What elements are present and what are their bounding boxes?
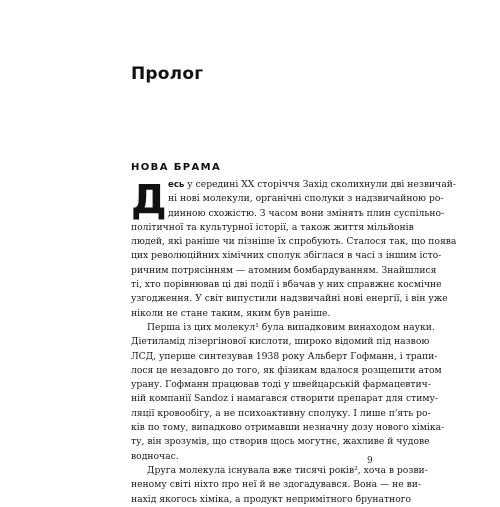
text-line: ЛСД, уперше синтезував 1938 року Альберт Гофманн, і трапи- [131, 350, 438, 362]
text-line: людей, які раніше чи пізніше їх спробують. Сталося так, що поява [131, 236, 457, 248]
text-line: динною схожістю. З часом вони змінять плин суспільно- [168, 207, 445, 219]
text-line: ків по тому, випадково отримавши незначну дозу нового хіміка- [131, 422, 445, 434]
first-line-rest: у середині ХХ сторіччя Захід сколихнули дві незвичай- [184, 179, 456, 190]
text-line: ніколи не стане таким, яким був раніше. [131, 307, 331, 319]
text-line: Перша із цих молекул¹ була випадковим винаходом науки. [147, 321, 435, 333]
text-line: Діетиламід лізергінової кислоти, широко відомий під назвою [131, 336, 430, 348]
text-line: урану. Гофманн працював тоді у швейцарській фармацевтич- [131, 379, 431, 391]
section-heading: НОВА БРАМА [131, 162, 222, 173]
text-line: ричним потрясінням — атомним бомбардуванням. Знайшлися [131, 264, 437, 276]
text-line: політичної та культурної історії, а також життя мільйонів [131, 221, 414, 233]
text-line: ні нові молекули, органічні сполуки з надзвичайною ро- [168, 193, 444, 205]
drop-cap: Д [131, 177, 167, 223]
body-text [131, 178, 457, 507]
text-line: нахід якогось хіміка, а продукт непримітного брунатного [131, 493, 412, 505]
text-line: ній компанії Sandoz і намагався створити препарат для стиму- [131, 393, 439, 405]
text-line: лося це незадовго до того, як фізикам вдалося розщепити атом [131, 364, 442, 376]
text-line: ту, він зрозумів, що створив щось могутнє, жахливе й чудове [131, 436, 430, 448]
page-number: 9 [367, 456, 373, 466]
text-line [131, 178, 456, 192]
text-line: ляції кровообігу, а не психоактивну сполуку. І лише п'ять ро- [131, 407, 431, 419]
text-line: Друга молекула існувала вже тисячі років², хоча в розви- [147, 464, 428, 476]
text-line: ті, хто порівнював ці дві події і вбачав у них справжнє космічне [131, 279, 442, 291]
first-word-smallcaps: есь [168, 180, 185, 190]
text-line: цих революційних хімічних сполук збіглася в часі з іншим істо- [131, 250, 442, 262]
text-line: неному світі ніхто про неї й не здогадувався. Вона — не ви- [131, 479, 422, 491]
text-line: водночас. [131, 450, 179, 462]
text-line: узгодження. У світ випустили надзвичайні нові енергії, і він уже [131, 293, 448, 305]
chapter-title: Пролог [131, 64, 204, 84]
